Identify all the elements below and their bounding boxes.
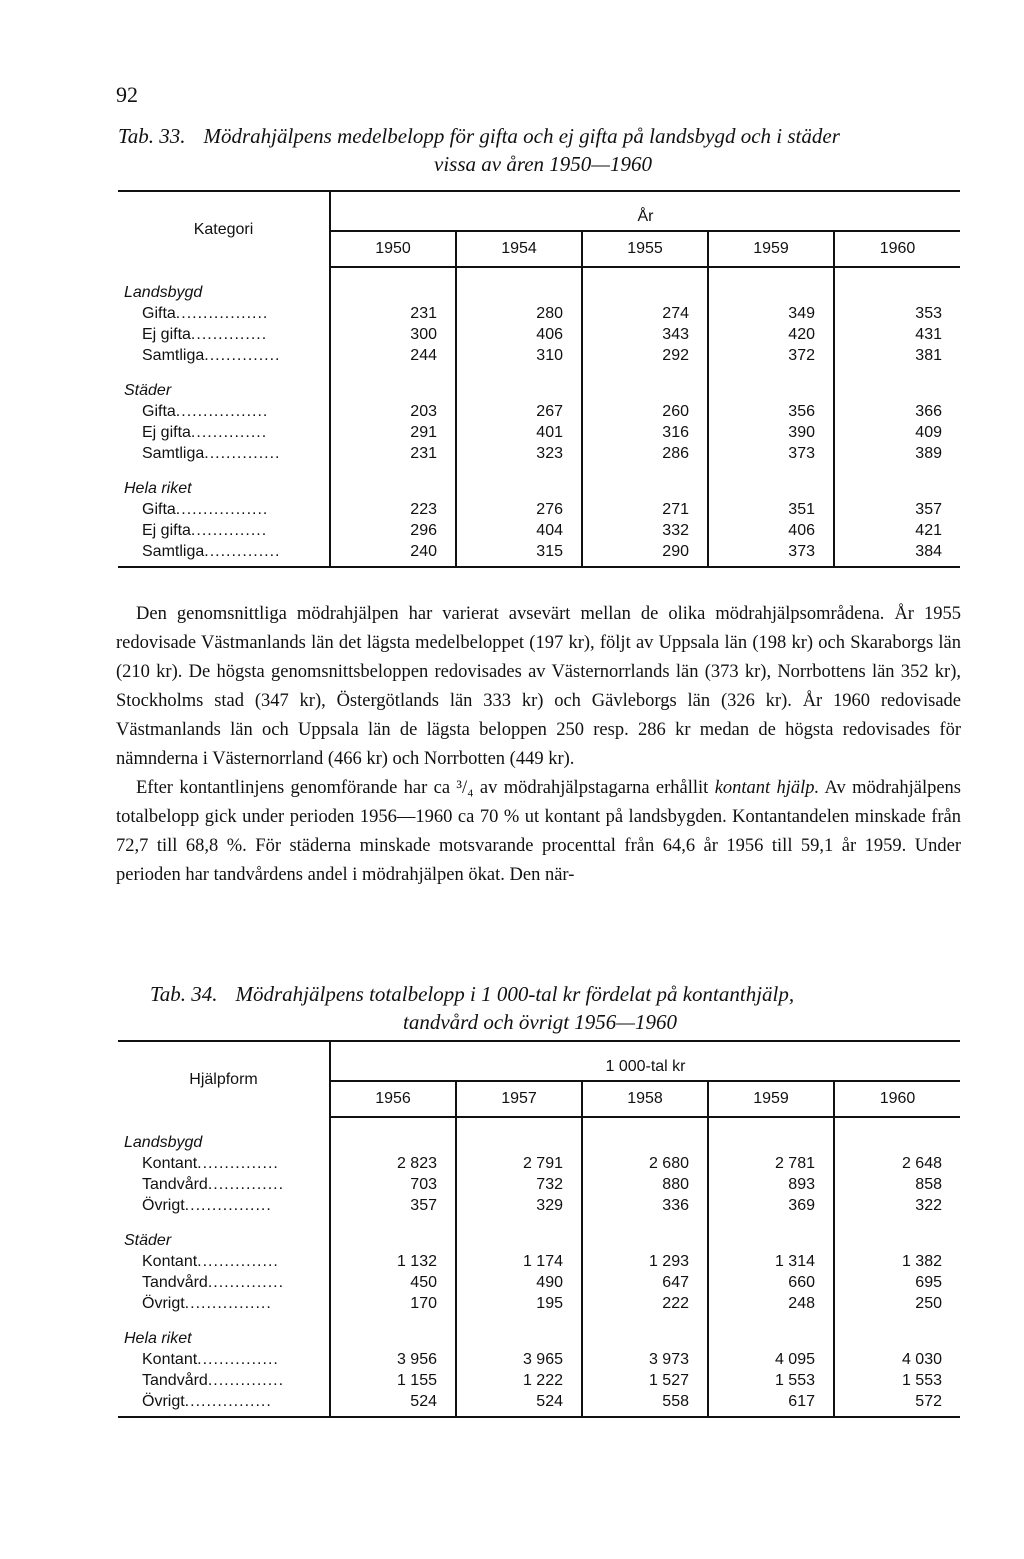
table-34-title-line2: tandvård och övrigt 1956—1960	[403, 1010, 677, 1034]
table-cell: 323	[456, 443, 582, 464]
table-row	[118, 401, 960, 422]
table-cell: 2 680	[582, 1153, 708, 1174]
empty-cell	[456, 1314, 582, 1349]
empty-cell	[456, 464, 582, 499]
table-row	[118, 541, 960, 567]
table-cell: 310	[456, 345, 582, 366]
row-label-cell	[118, 401, 330, 422]
table-row	[118, 1370, 960, 1391]
table-cell: 4 030	[834, 1349, 960, 1370]
table-row	[118, 345, 960, 366]
table-34	[118, 1040, 960, 1418]
table-34-body	[118, 1117, 960, 1417]
empty-cell	[708, 1216, 834, 1251]
year-header: 1955	[582, 231, 708, 267]
table-cell: 248	[708, 1293, 834, 1314]
row-label-cell	[118, 1370, 330, 1391]
table-cell: 524	[456, 1391, 582, 1417]
year-header: 1960	[834, 1081, 960, 1117]
table-cell: 195	[456, 1293, 582, 1314]
table-cell: 322	[834, 1195, 960, 1216]
table-cell: 3 965	[456, 1349, 582, 1370]
table-row	[118, 303, 960, 324]
row-label-cell	[118, 345, 330, 366]
table-34-caption	[150, 980, 930, 1036]
leader-dots: .................	[175, 501, 269, 518]
table-row	[118, 422, 960, 443]
table-33-caption	[118, 122, 968, 178]
table-cell: 2 648	[834, 1153, 960, 1174]
table-cell: 280	[456, 303, 582, 324]
table-row	[118, 1153, 960, 1174]
group-row	[118, 1314, 960, 1349]
table-cell: 373	[708, 541, 834, 567]
table-cell: 1 132	[396, 1253, 437, 1270]
row-label-cell	[118, 1293, 330, 1314]
table-cell: 356	[708, 401, 834, 422]
leader-dots: ................	[184, 1393, 272, 1410]
group-row	[118, 464, 960, 499]
table-cell: 1 174	[456, 1251, 582, 1272]
leader-dots: ..............	[190, 522, 268, 539]
table-cell: 276	[456, 499, 582, 520]
table-cell: 231	[410, 305, 437, 322]
row-label-cell	[118, 422, 330, 443]
row-label: Ej gifta	[142, 424, 191, 441]
table-cell: 231	[410, 445, 437, 462]
row-label-cell	[118, 1272, 330, 1293]
leader-dots: .................	[175, 403, 269, 420]
paragraph-2-part-b: Av mödrahjälpens totalbelopp gick under perioden 1956—1960 ca 70 % ut kontant på landsbygden. Kontantandelen minskade från 72,7 till 68,8 %. För städerna minskade motsvarande procenttal från 64,6 år 1956 till 59,1 år 1959. Under perioden har tandvårdens andel i mödrahjälpen ökat. Den när-	[116, 778, 962, 885]
table-cell: 1 553	[834, 1370, 960, 1391]
row-label: Tandvård	[142, 1176, 208, 1193]
table-33-title-line1: Mödrahjälpens medelbelopp för gifta och ej gifta på landsbygd och i städer	[203, 124, 840, 148]
empty-cell	[834, 366, 960, 401]
empty-cell	[708, 1314, 834, 1349]
table-cell: 572	[834, 1391, 960, 1417]
table-cell: 390	[708, 422, 834, 443]
year-header: 1959	[708, 231, 834, 267]
table-cell: 291	[410, 424, 437, 441]
group-label: Hela riket	[118, 464, 330, 499]
empty-cell	[582, 1117, 708, 1153]
group-label: Landsbygd	[118, 1117, 330, 1153]
year-header: 1959	[708, 1081, 834, 1117]
empty-cell	[708, 366, 834, 401]
table-cell: 450	[410, 1274, 437, 1291]
table-cell: 240	[330, 541, 456, 567]
empty-cell	[456, 267, 582, 303]
table-cell: 203	[410, 403, 437, 420]
table-row	[118, 1349, 960, 1370]
table-cell: 357	[410, 1197, 437, 1214]
table-cell: 703	[410, 1176, 437, 1193]
row-label: Kontant	[142, 1155, 198, 1172]
year-header: 1950	[330, 231, 456, 267]
row-label: Tandvård	[142, 1274, 208, 1291]
table-cell: 170	[410, 1295, 437, 1312]
table-row	[118, 499, 960, 520]
table-cell: 732	[456, 1174, 582, 1195]
table-row	[118, 1293, 960, 1314]
table-cell: 351	[708, 499, 834, 520]
empty-cell	[456, 366, 582, 401]
table-cell: 381	[834, 345, 960, 366]
empty-cell	[456, 1117, 582, 1153]
table-cell: 343	[582, 324, 708, 345]
table-cell: 244	[410, 347, 437, 364]
table-34-prefix: Tab. 34.	[150, 982, 218, 1006]
table-row	[118, 1174, 960, 1195]
empty-cell	[330, 464, 456, 499]
table-cell: 1 382	[834, 1251, 960, 1272]
year-header: 1958	[582, 1081, 708, 1117]
leader-dots: ..............	[207, 1176, 285, 1193]
empty-cell	[708, 267, 834, 303]
table-row	[118, 520, 960, 541]
row-label: Samtliga	[142, 347, 205, 364]
paragraph-1: Den genomsnittliga mödrahjälpen har varierat avsevärt mellan de olika mödrahjälpsområdena. År 1955 redovisade Västmanlands län det lägsta medelbeloppet (197 kr), följt av Uppsala län (198 kr) och Skaraborgs län (210 kr). De högsta genomsnittsbeloppen redovisades av Västernorrlands län (373 kr), Norrbottens län 352 kr), Stockholms stad (347 kr), Östergötlands län 333 kr) och Gävleborgs län (326 kr). År 1960 redovisade Västmanlands län och Uppsala län de lägsta beloppen 250 resp. 286 kr medan de högsta redovisades för nämnderna i Västernorrland (466 kr) och Norrbotten (449 kr).	[116, 604, 961, 769]
table-cell: 3 973	[582, 1349, 708, 1370]
table-cell: 286	[582, 443, 708, 464]
table-cell: 332	[582, 520, 708, 541]
group-row	[118, 1216, 960, 1251]
table-33-header-group: År	[330, 191, 960, 231]
row-label: Övrigt	[142, 1197, 185, 1214]
empty-cell	[330, 267, 456, 303]
row-label-cell	[118, 443, 330, 464]
empty-cell	[834, 1314, 960, 1349]
row-label-cell	[118, 303, 330, 324]
table-34-title-line1: Mödrahjälpens totalbelopp i 1 000-tal kr fördelat på kontanthjälp,	[235, 982, 795, 1006]
row-label-cell	[118, 1391, 330, 1417]
empty-cell	[582, 267, 708, 303]
empty-cell	[708, 1117, 834, 1153]
row-label: Tandvård	[142, 1372, 208, 1389]
table-cell: 260	[582, 401, 708, 422]
row-label-cell	[118, 1153, 330, 1174]
leader-dots: ..............	[190, 326, 268, 343]
empty-cell	[582, 366, 708, 401]
empty-cell	[834, 1216, 960, 1251]
empty-cell	[330, 366, 456, 401]
table-cell: 372	[708, 345, 834, 366]
empty-cell	[834, 267, 960, 303]
row-label: Gifta	[142, 501, 176, 518]
table-cell: 2 823	[396, 1155, 437, 1172]
paragraph-2-emphasis: kontant hjälp.	[714, 778, 820, 798]
row-label: Gifta	[142, 305, 176, 322]
leader-dots: ..............	[204, 347, 281, 364]
table-cell: 660	[708, 1272, 834, 1293]
table-cell: 490	[456, 1272, 582, 1293]
empty-cell	[834, 464, 960, 499]
row-label: Samtliga	[142, 445, 205, 462]
table-cell: 349	[708, 303, 834, 324]
empty-cell	[582, 1216, 708, 1251]
table-cell: 389	[834, 443, 960, 464]
group-row	[118, 267, 960, 303]
table-34-header-category: Hjälpform	[118, 1041, 330, 1117]
table-row	[118, 1272, 960, 1293]
table-cell: 315	[456, 541, 582, 567]
table-row	[118, 1391, 960, 1417]
group-label: Städer	[118, 366, 330, 401]
table-cell: 858	[834, 1174, 960, 1195]
empty-cell	[330, 1216, 456, 1251]
table-cell: 316	[582, 422, 708, 443]
leader-dots: ..............	[204, 445, 281, 462]
row-label-cell	[118, 1174, 330, 1195]
empty-cell	[582, 1314, 708, 1349]
table-cell: 2 781	[708, 1153, 834, 1174]
table-cell: 1 314	[708, 1251, 834, 1272]
year-header: 1956	[330, 1081, 456, 1117]
table-33-header-category: Kategori	[118, 191, 330, 267]
leader-dots: ...............	[197, 1253, 279, 1270]
leader-dots: ..............	[207, 1372, 285, 1389]
leader-dots: ...............	[197, 1155, 279, 1172]
table-cell: 357	[834, 499, 960, 520]
table-cell: 274	[582, 303, 708, 324]
empty-cell	[330, 1117, 456, 1153]
table-cell: 431	[834, 324, 960, 345]
year-header: 1957	[456, 1081, 582, 1117]
table-cell: 617	[708, 1391, 834, 1417]
table-cell: 1 527	[582, 1370, 708, 1391]
year-header: 1960	[834, 231, 960, 267]
table-row	[118, 1251, 960, 1272]
table-cell: 222	[582, 1293, 708, 1314]
table-cell: 366	[834, 401, 960, 422]
table-cell: 384	[834, 541, 960, 567]
row-label: Övrigt	[142, 1393, 185, 1410]
table-33-title-line2: vissa av åren 1950—1960	[434, 152, 652, 176]
row-label: Kontant	[142, 1351, 198, 1368]
table-cell: 1 155	[396, 1372, 437, 1389]
row-label-cell	[118, 324, 330, 345]
leader-dots: ..............	[190, 424, 268, 441]
table-33	[118, 190, 960, 568]
leader-dots: ..............	[207, 1274, 285, 1291]
empty-cell	[834, 1117, 960, 1153]
table-cell: 290	[582, 541, 708, 567]
table-33-body	[118, 267, 960, 567]
table-cell: 292	[582, 345, 708, 366]
table-cell: 2 791	[456, 1153, 582, 1174]
group-label: Hela riket	[118, 1314, 330, 1349]
table-row	[118, 443, 960, 464]
table-cell: 373	[708, 443, 834, 464]
table-cell: 271	[582, 499, 708, 520]
row-label: Gifta	[142, 403, 176, 420]
row-label: Ej gifta	[142, 326, 191, 343]
table-cell: 267	[456, 401, 582, 422]
table-cell: 223	[410, 501, 437, 518]
table-cell: 524	[330, 1391, 456, 1417]
page-number: 92	[116, 82, 138, 107]
paragraph-2-part-a: Efter kontantlinjens genomförande har ca ³/₄ av mödrahjälpstagarna erhållit	[136, 778, 709, 798]
empty-cell	[708, 464, 834, 499]
leader-dots: ...............	[197, 1351, 279, 1368]
table-34-header-group: 1 000-tal kr	[330, 1041, 960, 1081]
row-label: Samtliga	[142, 543, 205, 560]
table-cell: 880	[582, 1174, 708, 1195]
table-33-prefix: Tab. 33.	[118, 124, 186, 148]
table-cell: 647	[582, 1272, 708, 1293]
table-cell: 250	[834, 1293, 960, 1314]
row-label-cell	[118, 1251, 330, 1272]
table-cell: 1 553	[708, 1370, 834, 1391]
group-label: Städer	[118, 1216, 330, 1251]
table-cell: 3 956	[396, 1351, 437, 1368]
table-cell: 406	[708, 520, 834, 541]
row-label-cell	[118, 1349, 330, 1370]
table-row	[118, 324, 960, 345]
table-cell: 296	[410, 522, 437, 539]
row-label-cell	[118, 499, 330, 520]
leader-dots: .................	[175, 305, 269, 322]
row-label-cell	[118, 1195, 330, 1216]
group-label: Landsbygd	[118, 267, 330, 303]
leader-dots: ..............	[204, 543, 281, 560]
table-cell: 1 293	[582, 1251, 708, 1272]
group-row	[118, 366, 960, 401]
table-cell: 353	[834, 303, 960, 324]
table-cell: 409	[834, 422, 960, 443]
row-label: Ej gifta	[142, 522, 191, 539]
row-label: Kontant	[142, 1253, 198, 1270]
table-cell: 421	[834, 520, 960, 541]
year-header: 1954	[456, 231, 582, 267]
paragraph-2	[116, 774, 961, 890]
group-row	[118, 1117, 960, 1153]
table-cell: 401	[456, 422, 582, 443]
leader-dots: ................	[184, 1197, 272, 1214]
row-label-cell	[118, 520, 330, 541]
table-cell: 695	[834, 1272, 960, 1293]
row-label-cell	[118, 541, 330, 567]
empty-cell	[582, 464, 708, 499]
table-cell: 893	[708, 1174, 834, 1195]
table-cell: 420	[708, 324, 834, 345]
table-row	[118, 1195, 960, 1216]
leader-dots: ................	[184, 1295, 272, 1312]
table-cell: 369	[708, 1195, 834, 1216]
row-label: Övrigt	[142, 1295, 185, 1312]
table-cell: 329	[456, 1195, 582, 1216]
empty-cell	[456, 1216, 582, 1251]
table-cell: 1 222	[456, 1370, 582, 1391]
table-cell: 300	[410, 326, 437, 343]
empty-cell	[330, 1314, 456, 1349]
table-cell: 558	[582, 1391, 708, 1417]
table-cell: 406	[456, 324, 582, 345]
table-cell: 336	[582, 1195, 708, 1216]
body-text	[116, 600, 961, 890]
table-cell: 4 095	[708, 1349, 834, 1370]
table-cell: 404	[456, 520, 582, 541]
